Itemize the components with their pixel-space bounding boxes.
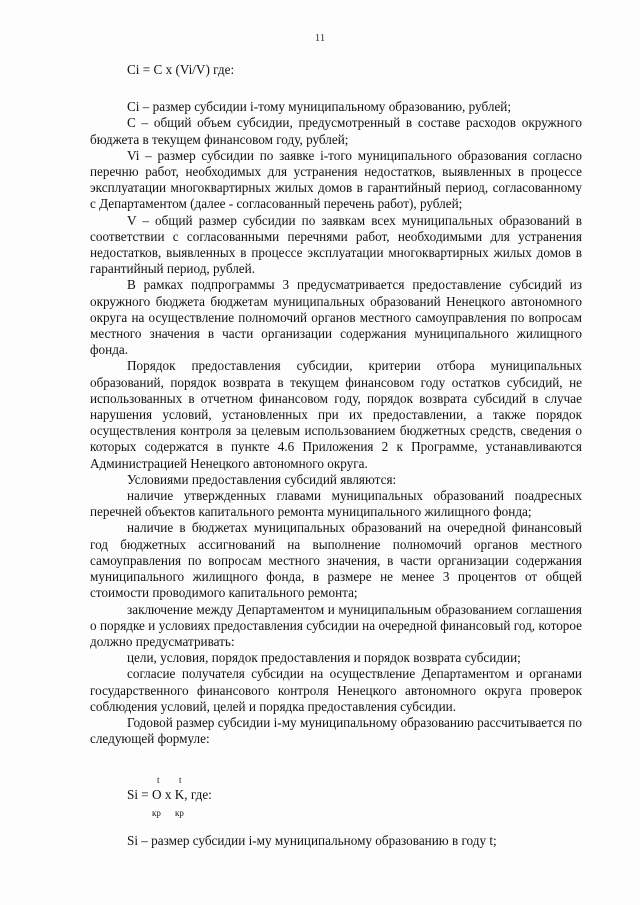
formula-superscript-t: t (179, 775, 182, 786)
paragraph-condition-agreement: заключение между Департаментом и муниципальным образованием соглашения о порядке и условиях предоставления субсидии на очередной финансовый год, которое должно предусматривать: (90, 601, 582, 649)
formula-subscript-kr: кр (152, 808, 161, 819)
definition-ci: Ci – размер субсидии i-тому муниципальному образованию, рублей; (127, 99, 512, 115)
definition-v: V – общий размер субсидии по заявкам всех муниципальных образований в соответствии с согласованными перечнями работ, необходимыми для устранения недостатков, выявленных в процессе эксплуатации многоквартирных жилых домов в гарантийный период, рублей. (90, 212, 582, 277)
formula-superscript-t: t (157, 775, 160, 786)
definition-c: C – общий объем субсидии, предусмотренный в составе расходов окружного бюджета в текущем финансовом году, рублей; (90, 115, 582, 147)
formula-subscript-kr: кр (175, 808, 184, 819)
paragraph-conditions-heading: Условиями предоставления субсидий являются: (127, 471, 397, 487)
paragraph-agreement-consent: согласие получателя субсидии на осуществление Департаментом и органами государственного финансового контроля Ненецкого автономного округа проверок соблюдения условий, целей и порядка предоставления субсидии. (90, 666, 582, 714)
paragraph-annual-size: Годовой размер субсидии i-му муниципальному образованию рассчитывается по следующей формуле: (90, 714, 582, 747)
paragraph-subprogram-3: В рамках подпрограммы 3 предусматривается предоставление субсидий из окружного бюджета бюджетам муниципальных образований Ненецкого автономного округа на осуществление полномочий органов местного самоуправления по вопросам местного значения в части организации содержания муниципального жилищного фонда. (90, 277, 582, 358)
formula-si (127, 771, 582, 823)
formula-si-main: Si = O x K, где: (127, 787, 212, 803)
definition-si: Si – размер субсидии i-му муниципальному образованию в году t; (127, 833, 497, 849)
definition-vi: Vi – размер субсидии по заявке i-того муниципального образования согласно перечню работ, необходимых для устранения недостатков, выявленных в процессе эксплуатации многоквартирных жилых домов в гарантийный период, согласованному с Департаментом (далее - согласованный перечень работ), рублей; (90, 147, 582, 212)
paragraph-agreement-goals: цели, условия, порядок предоставления и порядок возврата субсидии; (127, 650, 521, 666)
paragraph-condition-budget: наличие в бюджетах муниципальных образований на очередной финансовый год бюджетных ассигнований на выполнение полномочий органов местного самоуправления по вопросам местного значения, в части организации содержания муниципального жилищного фонда, в размере не менее 3 процентов от общей стоимости проводимого капитального ремонта; (90, 520, 582, 601)
formula-ci: Ci = C x (Vi/V) где: (127, 62, 235, 77)
page-number: 11 (314, 32, 326, 44)
paragraph-condition-lists: наличие утвержденных главами муниципальных образований поадресных перечней объектов капитального ремонта муниципального жилищного фонда; (90, 488, 582, 520)
document-body (90, 62, 582, 850)
paragraph-procedure: Порядок предоставления субсидии, критерии отбора муниципальных образований, порядок возврата в текущем финансовом году остатков субсидий, не использованных в отчетном финансовом году, порядок возврата субсидий в случае нарушения условий, установленных при их предоставлении, а также порядок осуществления контроля за целевым использованием бюджетных средств, сведения о которых содержатся в пункте 4.6 Приложения 2 к Программе, устанавливаются Администрацией Ненецкого автономного округа. (90, 358, 582, 471)
